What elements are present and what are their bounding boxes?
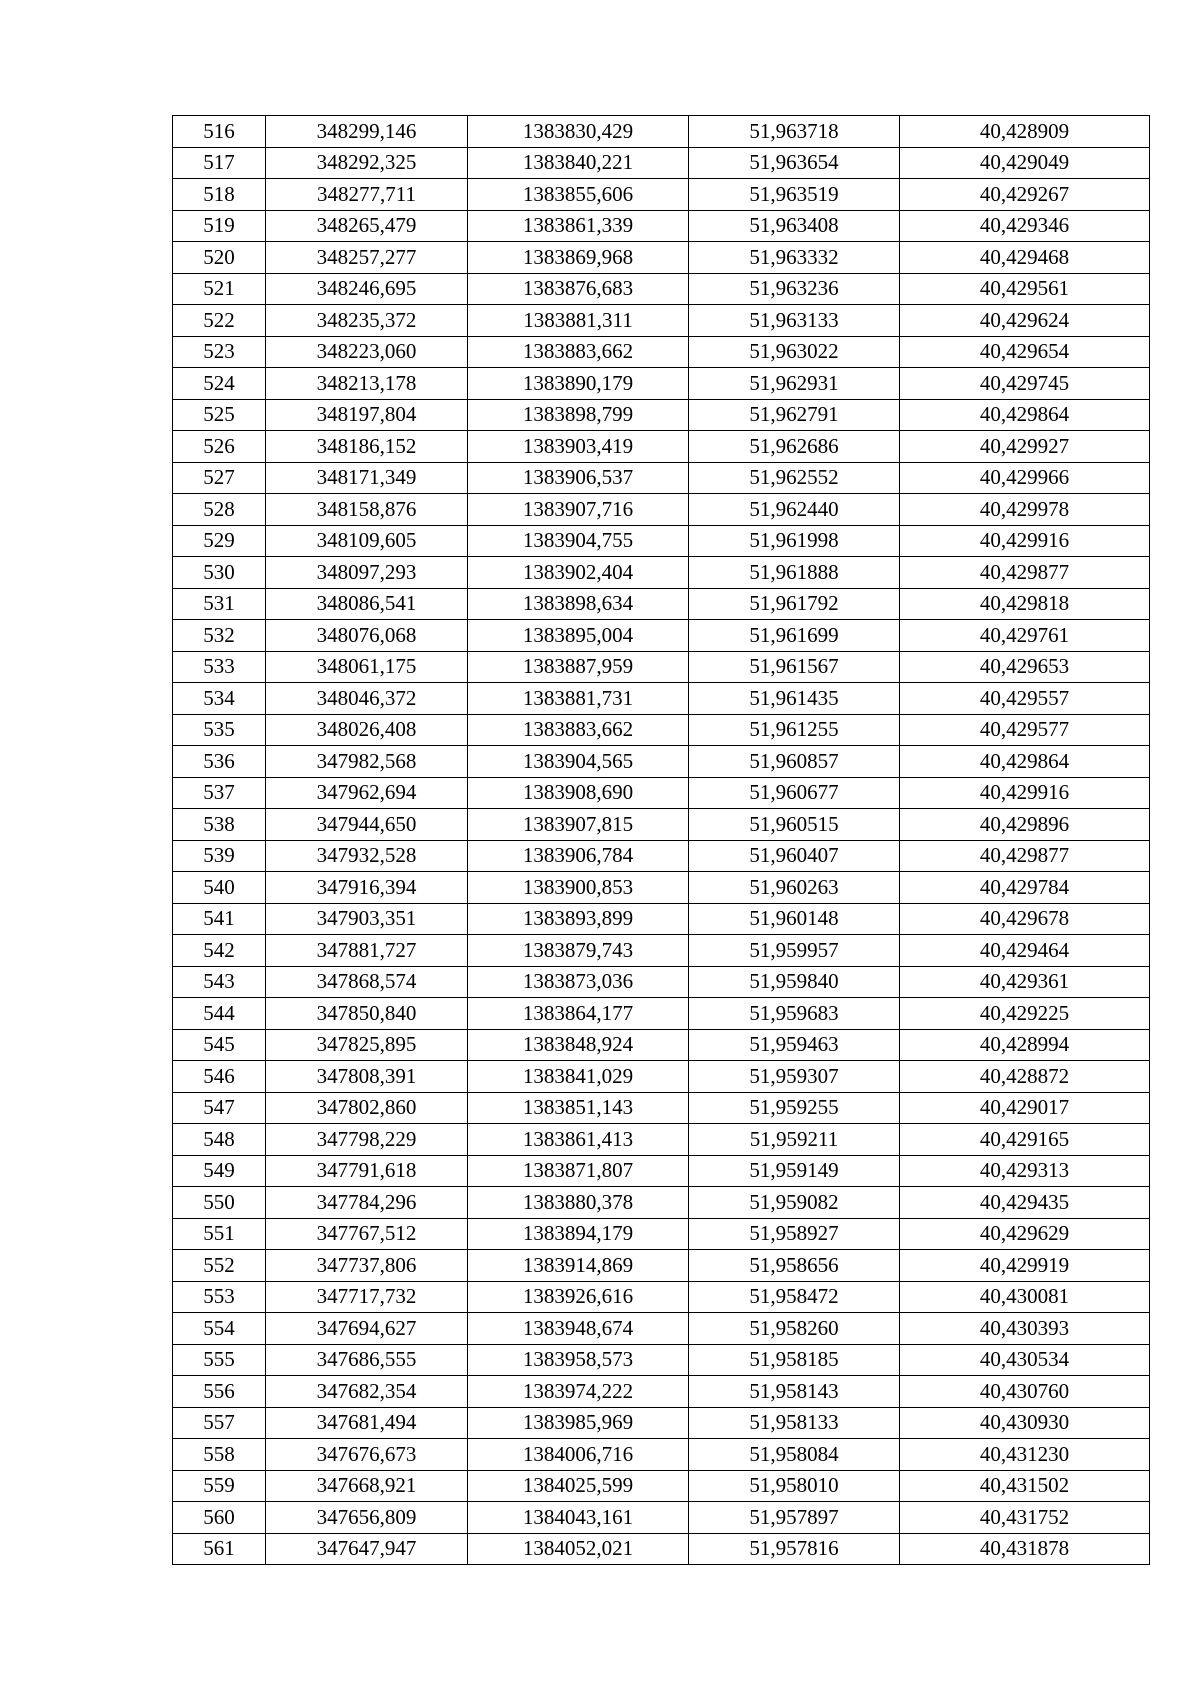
latitude-cell: 51,960857 [689,746,900,778]
point-number-cell: 542 [173,935,266,967]
y-coordinate-cell: 1383883,662 [468,336,689,368]
y-coordinate-cell: 1383898,634 [468,588,689,620]
latitude-cell: 51,963718 [689,116,900,148]
latitude-cell: 51,960515 [689,809,900,841]
x-coordinate-cell: 347868,574 [266,966,468,998]
longitude-cell: 40,429464 [900,935,1150,967]
x-coordinate-cell: 348109,605 [266,525,468,557]
y-coordinate-cell: 1383848,924 [468,1029,689,1061]
point-number-cell: 537 [173,777,266,809]
table-row [173,431,1150,463]
longitude-cell: 40,429916 [900,777,1150,809]
y-coordinate-cell: 1383861,413 [468,1124,689,1156]
latitude-cell: 51,961567 [689,651,900,683]
y-coordinate-cell: 1383907,716 [468,494,689,526]
table-row [173,557,1150,589]
table-row [173,1029,1150,1061]
latitude-cell: 51,961998 [689,525,900,557]
latitude-cell: 51,961699 [689,620,900,652]
point-number-cell: 541 [173,903,266,935]
latitude-cell: 51,957816 [689,1533,900,1565]
x-coordinate-cell: 348076,068 [266,620,468,652]
y-coordinate-cell: 1383894,179 [468,1218,689,1250]
x-coordinate-cell: 347681,494 [266,1407,468,1439]
point-number-cell: 546 [173,1061,266,1093]
x-coordinate-cell: 348171,349 [266,462,468,494]
point-number-cell: 550 [173,1187,266,1219]
table-row [173,1281,1150,1313]
y-coordinate-cell: 1383895,004 [468,620,689,652]
latitude-cell: 51,958084 [689,1439,900,1471]
table-row [173,147,1150,179]
y-coordinate-cell: 1383906,537 [468,462,689,494]
x-coordinate-cell: 348292,325 [266,147,468,179]
latitude-cell: 51,959149 [689,1155,900,1187]
coordinates-table [172,115,1150,1565]
x-coordinate-cell: 348299,146 [266,116,468,148]
y-coordinate-cell: 1383906,784 [468,840,689,872]
y-coordinate-cell: 1383841,029 [468,1061,689,1093]
longitude-cell: 40,429435 [900,1187,1150,1219]
x-coordinate-cell: 348026,408 [266,714,468,746]
point-number-cell: 538 [173,809,266,841]
table-row [173,1061,1150,1093]
latitude-cell: 51,959307 [689,1061,900,1093]
latitude-cell: 51,961888 [689,557,900,589]
y-coordinate-cell: 1383903,419 [468,431,689,463]
y-coordinate-cell: 1383908,690 [468,777,689,809]
latitude-cell: 51,961792 [689,588,900,620]
x-coordinate-cell: 347881,727 [266,935,468,967]
table-row [173,588,1150,620]
latitude-cell: 51,962931 [689,368,900,400]
point-number-cell: 522 [173,305,266,337]
table-row [173,1187,1150,1219]
longitude-cell: 40,429864 [900,746,1150,778]
latitude-cell: 51,959255 [689,1092,900,1124]
point-number-cell: 527 [173,462,266,494]
latitude-cell: 51,963654 [689,147,900,179]
y-coordinate-cell: 1383985,969 [468,1407,689,1439]
point-number-cell: 534 [173,683,266,715]
longitude-cell: 40,431230 [900,1439,1150,1471]
point-number-cell: 525 [173,399,266,431]
table-row [173,935,1150,967]
point-number-cell: 531 [173,588,266,620]
latitude-cell: 51,958143 [689,1376,900,1408]
x-coordinate-cell: 348235,372 [266,305,468,337]
table-row [173,651,1150,683]
longitude-cell: 40,429346 [900,210,1150,242]
x-coordinate-cell: 347717,732 [266,1281,468,1313]
x-coordinate-cell: 347802,860 [266,1092,468,1124]
point-number-cell: 536 [173,746,266,778]
table-row [173,998,1150,1030]
latitude-cell: 51,963133 [689,305,900,337]
latitude-cell: 51,963236 [689,273,900,305]
y-coordinate-cell: 1383873,036 [468,966,689,998]
x-coordinate-cell: 347686,555 [266,1344,468,1376]
point-number-cell: 533 [173,651,266,683]
longitude-cell: 40,429049 [900,147,1150,179]
table-row [173,399,1150,431]
x-coordinate-cell: 347676,673 [266,1439,468,1471]
latitude-cell: 51,962791 [689,399,900,431]
longitude-cell: 40,430930 [900,1407,1150,1439]
x-coordinate-cell: 347647,947 [266,1533,468,1565]
table-row [173,525,1150,557]
point-number-cell: 559 [173,1470,266,1502]
latitude-cell: 51,963519 [689,179,900,211]
y-coordinate-cell: 1384006,716 [468,1439,689,1471]
latitude-cell: 51,958185 [689,1344,900,1376]
latitude-cell: 51,962686 [689,431,900,463]
x-coordinate-cell: 347682,354 [266,1376,468,1408]
table-row [173,809,1150,841]
longitude-cell: 40,430081 [900,1281,1150,1313]
longitude-cell: 40,429017 [900,1092,1150,1124]
longitude-cell: 40,429877 [900,840,1150,872]
latitude-cell: 51,958927 [689,1218,900,1250]
y-coordinate-cell: 1383880,378 [468,1187,689,1219]
latitude-cell: 51,962440 [689,494,900,526]
x-coordinate-cell: 348277,711 [266,179,468,211]
table-row [173,242,1150,274]
y-coordinate-cell: 1383904,565 [468,746,689,778]
table-row [173,840,1150,872]
latitude-cell: 51,963408 [689,210,900,242]
table-row [173,1092,1150,1124]
point-number-cell: 540 [173,872,266,904]
x-coordinate-cell: 348265,479 [266,210,468,242]
latitude-cell: 51,958656 [689,1250,900,1282]
point-number-cell: 532 [173,620,266,652]
point-number-cell: 557 [173,1407,266,1439]
x-coordinate-cell: 347962,694 [266,777,468,809]
table-row [173,336,1150,368]
point-number-cell: 553 [173,1281,266,1313]
longitude-cell: 40,431752 [900,1502,1150,1534]
table-row [173,1155,1150,1187]
x-coordinate-cell: 347767,512 [266,1218,468,1250]
y-coordinate-cell: 1383902,404 [468,557,689,589]
longitude-cell: 40,429561 [900,273,1150,305]
longitude-cell: 40,429225 [900,998,1150,1030]
x-coordinate-cell: 348158,876 [266,494,468,526]
y-coordinate-cell: 1383840,221 [468,147,689,179]
longitude-cell: 40,429864 [900,399,1150,431]
table-row [173,714,1150,746]
x-coordinate-cell: 347903,351 [266,903,468,935]
latitude-cell: 51,957897 [689,1502,900,1534]
x-coordinate-cell: 348197,804 [266,399,468,431]
coordinates-table-body [173,116,1150,1565]
longitude-cell: 40,429654 [900,336,1150,368]
point-number-cell: 523 [173,336,266,368]
latitude-cell: 51,959211 [689,1124,900,1156]
latitude-cell: 51,958260 [689,1313,900,1345]
x-coordinate-cell: 347737,806 [266,1250,468,1282]
table-row [173,179,1150,211]
y-coordinate-cell: 1383881,311 [468,305,689,337]
longitude-cell: 40,429624 [900,305,1150,337]
y-coordinate-cell: 1384052,021 [468,1533,689,1565]
longitude-cell: 40,431878 [900,1533,1150,1565]
point-number-cell: 556 [173,1376,266,1408]
table-row [173,1407,1150,1439]
latitude-cell: 51,959840 [689,966,900,998]
y-coordinate-cell: 1383900,853 [468,872,689,904]
point-number-cell: 551 [173,1218,266,1250]
latitude-cell: 51,959082 [689,1187,900,1219]
y-coordinate-cell: 1383861,339 [468,210,689,242]
table-row [173,903,1150,935]
x-coordinate-cell: 347825,895 [266,1029,468,1061]
longitude-cell: 40,430393 [900,1313,1150,1345]
table-row [173,1439,1150,1471]
x-coordinate-cell: 347784,296 [266,1187,468,1219]
longitude-cell: 40,429629 [900,1218,1150,1250]
latitude-cell: 51,959683 [689,998,900,1030]
table-row [173,210,1150,242]
longitude-cell: 40,430760 [900,1376,1150,1408]
latitude-cell: 51,963332 [689,242,900,274]
table-row [173,872,1150,904]
x-coordinate-cell: 347694,627 [266,1313,468,1345]
point-number-cell: 528 [173,494,266,526]
y-coordinate-cell: 1383907,815 [468,809,689,841]
table-row [173,1376,1150,1408]
longitude-cell: 40,429577 [900,714,1150,746]
table-row [173,1313,1150,1345]
table-row [173,1470,1150,1502]
longitude-cell: 40,429653 [900,651,1150,683]
longitude-cell: 40,429919 [900,1250,1150,1282]
point-number-cell: 518 [173,179,266,211]
point-number-cell: 530 [173,557,266,589]
x-coordinate-cell: 347944,650 [266,809,468,841]
y-coordinate-cell: 1383904,755 [468,525,689,557]
y-coordinate-cell: 1383914,869 [468,1250,689,1282]
longitude-cell: 40,429313 [900,1155,1150,1187]
table-row [173,1218,1150,1250]
y-coordinate-cell: 1383974,222 [468,1376,689,1408]
latitude-cell: 51,961255 [689,714,900,746]
y-coordinate-cell: 1383958,573 [468,1344,689,1376]
y-coordinate-cell: 1383869,968 [468,242,689,274]
table-row [173,966,1150,998]
latitude-cell: 51,960148 [689,903,900,935]
table-row [173,746,1150,778]
x-coordinate-cell: 348061,175 [266,651,468,683]
latitude-cell: 51,962552 [689,462,900,494]
point-number-cell: 535 [173,714,266,746]
point-number-cell: 539 [173,840,266,872]
longitude-cell: 40,429877 [900,557,1150,589]
longitude-cell: 40,429896 [900,809,1150,841]
table-row [173,273,1150,305]
longitude-cell: 40,429927 [900,431,1150,463]
x-coordinate-cell: 348223,060 [266,336,468,368]
y-coordinate-cell: 1383855,606 [468,179,689,211]
longitude-cell: 40,429784 [900,872,1150,904]
y-coordinate-cell: 1383926,616 [468,1281,689,1313]
longitude-cell: 40,428909 [900,116,1150,148]
y-coordinate-cell: 1383830,429 [468,116,689,148]
point-number-cell: 549 [173,1155,266,1187]
point-number-cell: 552 [173,1250,266,1282]
x-coordinate-cell: 348246,695 [266,273,468,305]
point-number-cell: 529 [173,525,266,557]
table-row [173,777,1150,809]
x-coordinate-cell: 347932,528 [266,840,468,872]
longitude-cell: 40,428994 [900,1029,1150,1061]
latitude-cell: 51,958472 [689,1281,900,1313]
y-coordinate-cell: 1383864,177 [468,998,689,1030]
y-coordinate-cell: 1383893,899 [468,903,689,935]
longitude-cell: 40,429818 [900,588,1150,620]
point-number-cell: 560 [173,1502,266,1534]
longitude-cell: 40,431502 [900,1470,1150,1502]
longitude-cell: 40,429678 [900,903,1150,935]
latitude-cell: 51,959957 [689,935,900,967]
y-coordinate-cell: 1383876,683 [468,273,689,305]
x-coordinate-cell: 348086,541 [266,588,468,620]
table-row [173,462,1150,494]
longitude-cell: 40,429966 [900,462,1150,494]
table-row [173,683,1150,715]
longitude-cell: 40,429916 [900,525,1150,557]
table-row [173,116,1150,148]
longitude-cell: 40,429468 [900,242,1150,274]
point-number-cell: 545 [173,1029,266,1061]
latitude-cell: 51,960677 [689,777,900,809]
x-coordinate-cell: 347798,229 [266,1124,468,1156]
table-row [173,494,1150,526]
point-number-cell: 548 [173,1124,266,1156]
y-coordinate-cell: 1383879,743 [468,935,689,967]
y-coordinate-cell: 1383883,662 [468,714,689,746]
longitude-cell: 40,429745 [900,368,1150,400]
table-row [173,620,1150,652]
y-coordinate-cell: 1384043,161 [468,1502,689,1534]
point-number-cell: 544 [173,998,266,1030]
x-coordinate-cell: 348213,178 [266,368,468,400]
y-coordinate-cell: 1383881,731 [468,683,689,715]
x-coordinate-cell: 348257,277 [266,242,468,274]
y-coordinate-cell: 1383890,179 [468,368,689,400]
x-coordinate-cell: 347791,618 [266,1155,468,1187]
table-row [173,305,1150,337]
point-number-cell: 526 [173,431,266,463]
y-coordinate-cell: 1383851,143 [468,1092,689,1124]
latitude-cell: 51,959463 [689,1029,900,1061]
point-number-cell: 517 [173,147,266,179]
y-coordinate-cell: 1383898,799 [468,399,689,431]
point-number-cell: 554 [173,1313,266,1345]
latitude-cell: 51,960263 [689,872,900,904]
point-number-cell: 520 [173,242,266,274]
table-row [173,1124,1150,1156]
point-number-cell: 547 [173,1092,266,1124]
x-coordinate-cell: 348097,293 [266,557,468,589]
x-coordinate-cell: 347982,568 [266,746,468,778]
point-number-cell: 543 [173,966,266,998]
longitude-cell: 40,429557 [900,683,1150,715]
x-coordinate-cell: 348046,372 [266,683,468,715]
table-row [173,1250,1150,1282]
point-number-cell: 555 [173,1344,266,1376]
longitude-cell: 40,430534 [900,1344,1150,1376]
point-number-cell: 521 [173,273,266,305]
table-row [173,368,1150,400]
latitude-cell: 51,958133 [689,1407,900,1439]
table-row [173,1533,1150,1565]
longitude-cell: 40,429361 [900,966,1150,998]
point-number-cell: 558 [173,1439,266,1471]
latitude-cell: 51,963022 [689,336,900,368]
latitude-cell: 51,961435 [689,683,900,715]
table-row [173,1502,1150,1534]
x-coordinate-cell: 347656,809 [266,1502,468,1534]
y-coordinate-cell: 1383948,674 [468,1313,689,1345]
table-row [173,1344,1150,1376]
x-coordinate-cell: 347916,394 [266,872,468,904]
point-number-cell: 516 [173,116,266,148]
longitude-cell: 40,428872 [900,1061,1150,1093]
longitude-cell: 40,429267 [900,179,1150,211]
longitude-cell: 40,429761 [900,620,1150,652]
latitude-cell: 51,960407 [689,840,900,872]
longitude-cell: 40,429165 [900,1124,1150,1156]
x-coordinate-cell: 347668,921 [266,1470,468,1502]
x-coordinate-cell: 348186,152 [266,431,468,463]
point-number-cell: 519 [173,210,266,242]
x-coordinate-cell: 347808,391 [266,1061,468,1093]
point-number-cell: 561 [173,1533,266,1565]
y-coordinate-cell: 1383871,807 [468,1155,689,1187]
point-number-cell: 524 [173,368,266,400]
x-coordinate-cell: 347850,840 [266,998,468,1030]
y-coordinate-cell: 1384025,599 [468,1470,689,1502]
y-coordinate-cell: 1383887,959 [468,651,689,683]
latitude-cell: 51,958010 [689,1470,900,1502]
longitude-cell: 40,429978 [900,494,1150,526]
